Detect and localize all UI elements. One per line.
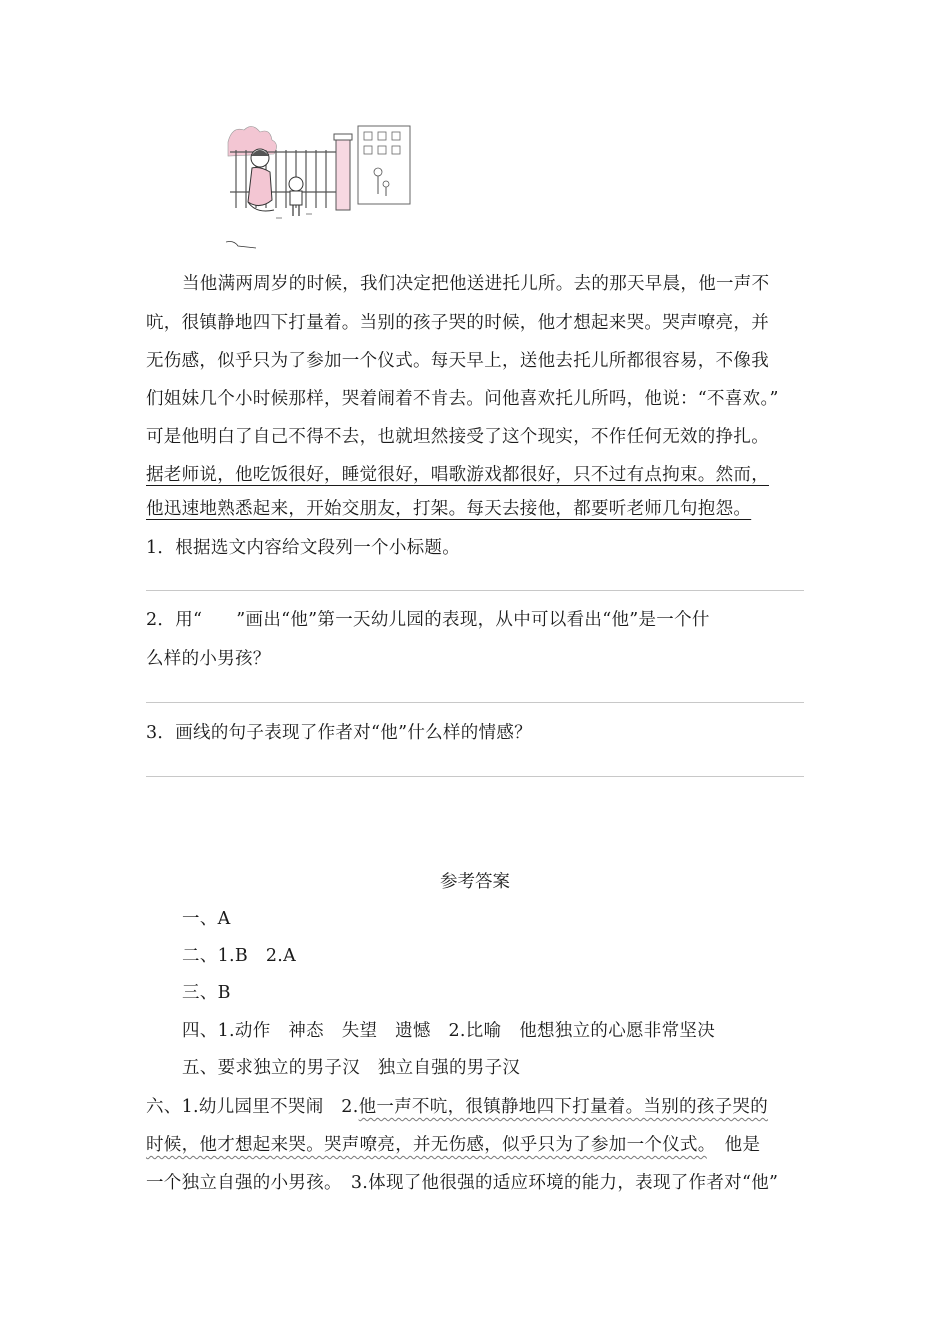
answer-2: 二、1.B 2.A	[182, 946, 297, 966]
passage-line-4: 们姐妹几个小时候那样，哭着闹着不肯去。问他喜欢托儿所吗，他说：“不喜欢。”	[146, 389, 779, 409]
answer-6-prefix: 六、1.幼儿园里不哭闹 2.	[146, 1097, 359, 1117]
passage-line-3: 无伤感，似乎只为了参加一个仪式。每天早上，送他去托儿所都很容易，不像我	[146, 351, 769, 371]
answer-6-wavy-1: 他一声不吭，很镇静地四下打量着。当别的孩子哭的	[358, 1097, 768, 1117]
passage-line-6-wrap	[146, 463, 814, 487]
question-1: 1．根据选文内容给文段列一个小标题。	[146, 538, 461, 558]
passage-line-7-wrap	[146, 497, 814, 521]
answer-4: 四、1.动作 神态 失望 遗憾 2.比喻 他想独立的心愿非常坚决	[182, 1021, 715, 1041]
question-2-line-2: 么样的小男孩？	[146, 649, 271, 669]
kindergarten-gate-illustration	[226, 122, 412, 254]
answer-3: 三、B	[182, 983, 231, 1003]
answer-line-3[interactable]	[146, 776, 804, 777]
passage-line-2: 吭，很镇静地四下打量着。当别的孩子哭的时候，他才想起来哭。哭声嘹亮，并	[146, 313, 769, 333]
answer-line-1[interactable]	[146, 590, 804, 591]
answers-title: 参考答案	[440, 872, 510, 892]
answer-6-line-1	[146, 1095, 814, 1119]
answer-1: 一、A	[182, 909, 231, 929]
passage-line-6-underlined: 据老师说，他吃饭很好，睡觉很好，唱歌游戏都很好，只不过有点拘束。然而，	[146, 465, 769, 485]
question-2-suffix: ”画出“他”第一天幼儿园的表现，从中可以看出“他”是一个什	[236, 610, 710, 630]
answer-5: 五、要求独立的男子汉 独立自强的男子汉	[182, 1058, 521, 1078]
question-2-prefix: 2．用“	[146, 610, 203, 630]
answer-line-2[interactable]	[146, 702, 804, 703]
answer-6-suffix: 他是	[706, 1135, 761, 1155]
answer-6-wavy-2: 时候，他才想起来哭。哭声嘹亮，并无伤感，似乎只为了参加一个仪式。	[146, 1135, 707, 1155]
passage-line-5: 可是他明白了自己不得不去，也就坦然接受了这个现实，不作任何无效的挣扎。	[146, 427, 769, 447]
answer-6-line-3: 一个独立自强的小男孩。 3.体现了他很强的适应环境的能力，表现了作者对“他”	[146, 1173, 779, 1193]
passage-line-1: 当他满两周岁的时候，我们决定把他送进托儿所。去的那天早晨，他一声不	[182, 274, 770, 294]
question-3: 3．画线的句子表现了作者对“他”什么样的情感？	[146, 723, 532, 743]
passage-line-7-underlined: 他迅速地熟悉起来，开始交朋友，打架。每天去接他，都要听老师几句抱怨。	[146, 499, 752, 519]
answer-6-line-2	[146, 1133, 814, 1157]
question-2	[146, 608, 814, 632]
